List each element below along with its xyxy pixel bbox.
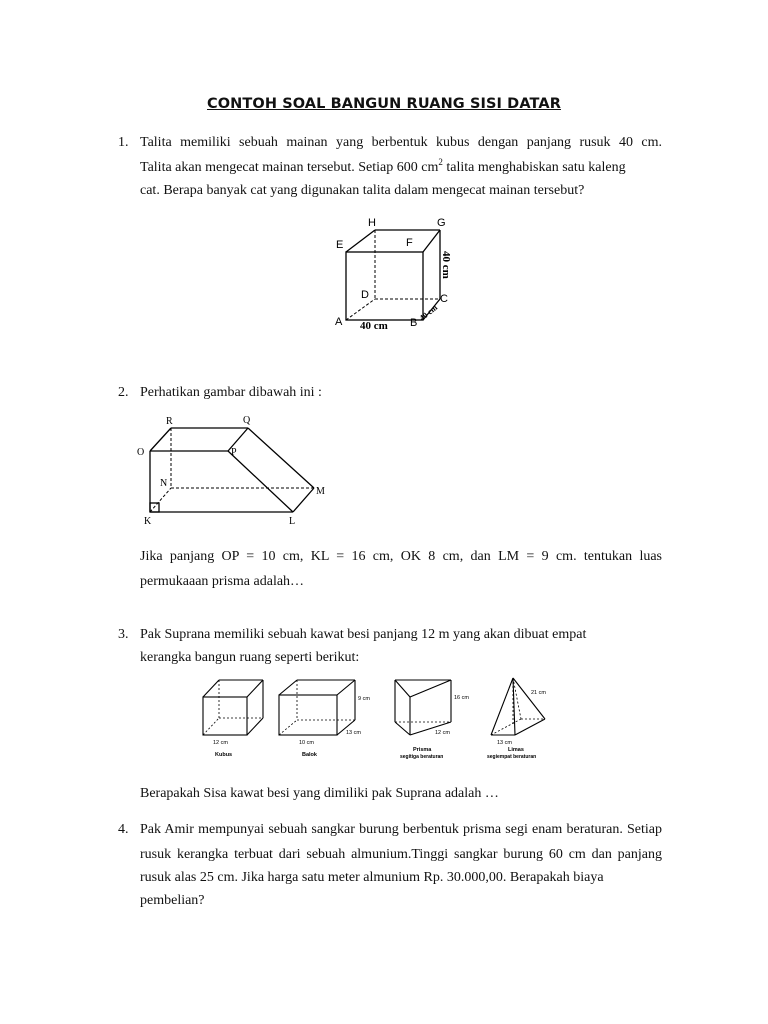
prisma-dim-height: 16 cm xyxy=(454,695,469,701)
prism-label-M: M xyxy=(316,486,325,497)
balok-dim-length: 10 cm xyxy=(299,740,314,746)
q3-line-2: kerangka bangun ruang seperti berikut: xyxy=(140,650,360,665)
balok-dim-width: 13 cm xyxy=(346,730,361,736)
q1-number: 1. xyxy=(118,135,129,150)
q4-line-2: rusuk kerangka terbuat dari sebuah almunium.Tinggi sangkar burung 60 cm dan panjang xyxy=(140,847,662,862)
prism-figure xyxy=(134,410,334,528)
q4-line-4: pembelian? xyxy=(140,893,205,908)
prisma-shape xyxy=(395,680,469,760)
shapes-figure xyxy=(195,672,561,764)
limas-dim-edge: 21 cm xyxy=(531,690,546,696)
q2-text-1: Jika panjang OP = 10 cm, KL = 16 cm, OK 8 cm, dan LM = 9 cm. tentukan luas xyxy=(140,549,662,564)
limas-dim-base: 13 cm xyxy=(497,740,512,746)
prism-label-O: O xyxy=(137,447,145,458)
cube-label-A: A xyxy=(335,316,343,328)
q4-line-1: Pak Amir mempunyai sebuah sangkar burung berbentuk prisma segi enam beraturan. Setiap xyxy=(140,822,662,837)
q1-line-2-a: Talita akan mengecat mainan tersebut. Setiap 600 cm xyxy=(140,160,439,175)
q3-number: 3. xyxy=(118,627,129,642)
q2-line-1: Perhatikan gambar dibawah ini : xyxy=(140,385,322,400)
page-title: CONTOH SOAL BANGUN RUANG SISI DATAR xyxy=(207,96,561,112)
q1-line-2-b: talita menghabiskan satu kaleng xyxy=(442,160,626,175)
q4-line-3: rusuk alas 25 cm. Jika harga satu meter almunium Rp. 30.000,00. Berapakah biaya xyxy=(140,870,604,885)
prism-label-N: N xyxy=(160,478,168,489)
q1-line-1: Talita memiliki sebuah mainan yang berbentuk kubus dengan panjang rusuk 40 cm. xyxy=(140,135,662,150)
cube-label-E: E xyxy=(336,239,344,251)
q1-superscript: 2 xyxy=(438,157,443,167)
balok-label: Balok xyxy=(302,752,317,758)
prisma-dim-base: 12 cm xyxy=(435,730,450,736)
prisma-label-2: segitiga beraturan xyxy=(400,754,444,760)
prism-label-R: R xyxy=(166,416,173,427)
cube-edge-front: 40 cm xyxy=(360,320,388,332)
limas-shape xyxy=(487,678,546,760)
cube-label-G: G xyxy=(437,217,446,229)
cube-label-H: H xyxy=(368,217,376,229)
cube-label-D: D xyxy=(361,289,369,301)
q1-line-3: cat. Berapa banyak cat yang digunakan talita dalam mengecat mainan tersebut? xyxy=(140,183,585,198)
q1-line-2 xyxy=(140,157,626,176)
kubus-label: Kubus xyxy=(215,752,233,758)
cube-edge-vertical: 40 cm xyxy=(440,251,452,279)
cube-label-B: B xyxy=(410,317,418,329)
prism-label-Q: Q xyxy=(243,415,251,426)
cube-figure xyxy=(330,212,466,337)
prism-label-K: K xyxy=(144,516,152,527)
prism-label-P: P xyxy=(231,447,237,458)
kubus-shape xyxy=(203,680,263,758)
balok-dim-height: 9 cm xyxy=(358,696,370,702)
q2-number: 2. xyxy=(118,385,129,400)
q4-number: 4. xyxy=(118,822,129,837)
kubus-dim: 12 cm xyxy=(213,740,228,746)
cube-edge-depth: 40 cm xyxy=(417,303,440,323)
cube-label-C: C xyxy=(440,293,448,305)
q2-text-2: permukaaan prisma adalah… xyxy=(140,574,305,589)
q3-question: Berapakah Sisa kawat besi yang dimiliki pak Suprana adalah … xyxy=(140,786,499,801)
prisma-label: Prisma xyxy=(413,747,432,753)
q3-line-1: Pak Suprana memiliki sebuah kawat besi panjang 12 m yang akan dibuat empat xyxy=(140,627,587,642)
balok-shape xyxy=(279,680,370,758)
cube-label-F: F xyxy=(406,237,413,249)
limas-label: Limas xyxy=(508,747,524,753)
prism-label-L: L xyxy=(289,516,296,527)
limas-label-2: segiempat beraturan xyxy=(487,754,537,760)
